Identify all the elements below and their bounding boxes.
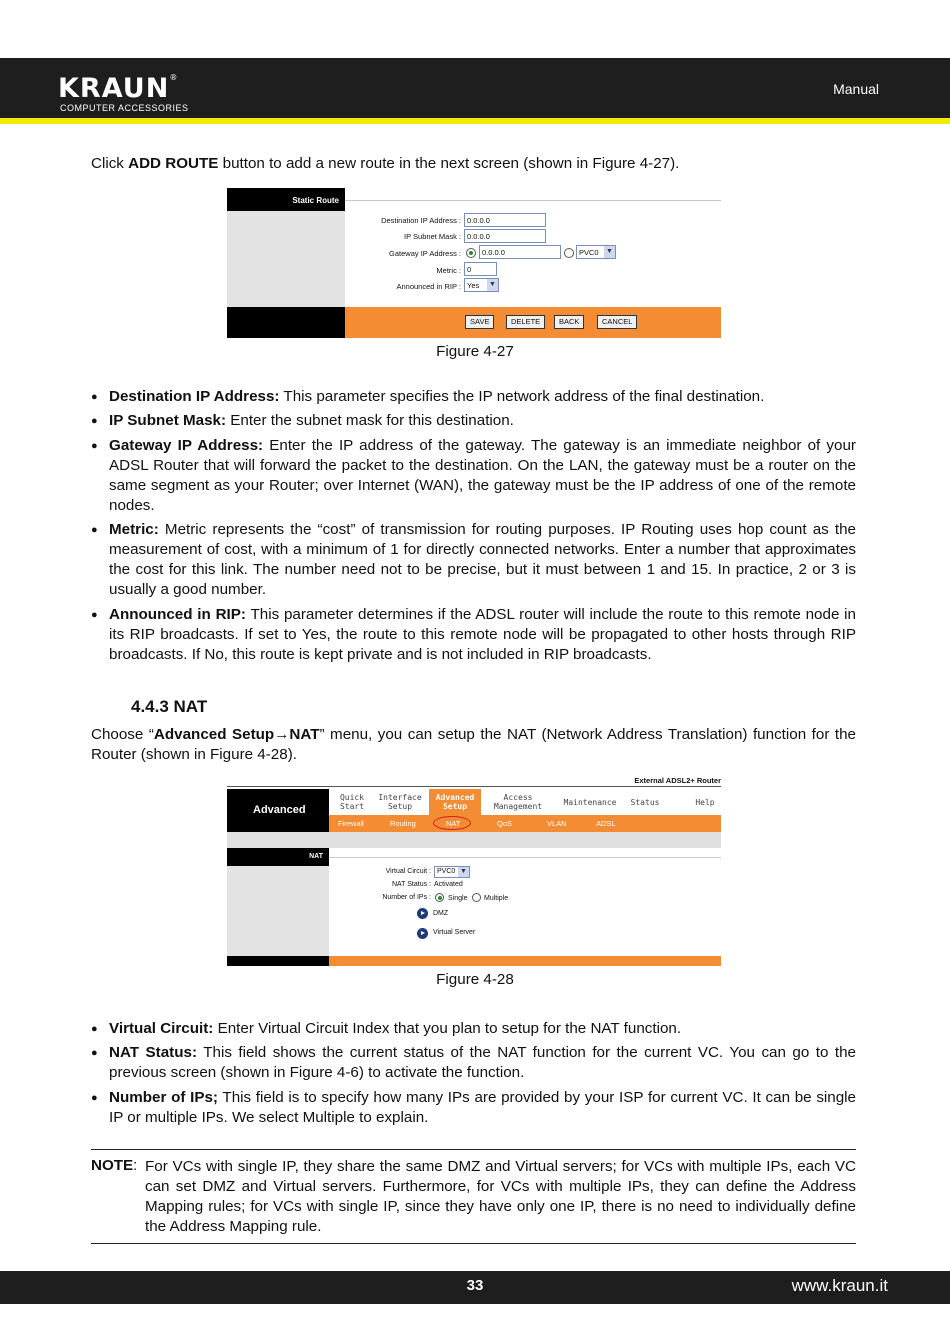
nat-header: NAT	[227, 848, 329, 866]
header-manual-label: Manual	[833, 81, 879, 97]
metric-input[interactable]: 0	[464, 262, 497, 276]
intro-paragraph: Click ADD ROUTE button to add a new route in the next screen (shown in Figure 4-27).	[91, 155, 680, 172]
left-footer	[227, 307, 345, 338]
left-footer	[227, 956, 329, 966]
spacer-left	[227, 832, 329, 848]
header-stripe	[0, 118, 950, 124]
subnet-mask-input[interactable]: 0.0.0.0	[464, 229, 546, 243]
figure-4-27	[227, 188, 721, 338]
list-item: ● Destination IP Address: This parameter specifies the IP network address of the final destination.	[91, 387, 856, 407]
left-panel	[227, 866, 329, 956]
note-top-rule	[91, 1149, 856, 1150]
note-colon: :	[133, 1157, 138, 1174]
divider	[227, 786, 721, 787]
router-title: External ADSL2+ Router	[634, 776, 721, 785]
delete-button[interactable]: DELETE	[506, 315, 545, 329]
spacer-bar	[329, 832, 721, 848]
dest-ip-label: Destination IP Address :	[381, 216, 461, 225]
single-ip-radio[interactable]	[435, 893, 444, 902]
page-number: 33	[466, 1277, 484, 1294]
nat-highlight-oval	[433, 816, 471, 830]
metric-label: Metric :	[436, 266, 461, 275]
advanced-label: Advanced	[227, 789, 329, 832]
note-bottom-rule	[91, 1243, 856, 1244]
list-item: ● Announced in RIP: This parameter determines if the ADSL router will include the route to this remote node in its RIP broadcasts. If set to Yes, the route to this remote node will be propagated to other hosts through RIP broadcasts. If No, this route is kept private and is not included in RIP broadcasts.	[91, 605, 856, 665]
subtab-nat[interactable]: NAT	[446, 819, 461, 828]
multiple-ip-radio[interactable]	[472, 893, 481, 902]
list-item: ● Virtual Circuit: Enter Virtual Circuit Index that you plan to setup for the NAT function.	[91, 1019, 856, 1039]
kraun-logo: KRAUN®	[58, 73, 179, 104]
list-item: ● NAT Status: This field shows the current status of the NAT function for the current VC. You can go to the previous screen (shown in Figure 4-6) to activate the function.	[91, 1043, 856, 1083]
tab-help[interactable]: Help	[695, 798, 715, 807]
footer-bar	[329, 956, 721, 966]
num-ips-label: Number of IPs :	[382, 894, 431, 901]
chevron-down-icon: ▼	[604, 246, 615, 258]
single-ip-label: Single	[448, 895, 468, 902]
list-item: ● Metric: Metric represents the “cost” of transmission for routing purposes. IP Routing uses hop count as the measurement of cost, with a minimum of 1 for directly connected networks. Enter a number that approximates the cost for this link. The number need not to be precise, but it must between 1 and 15. In practice, 2 or 3 is usually a good number.	[91, 520, 856, 600]
virtual-server-link[interactable]: Virtual Server	[433, 929, 476, 936]
nat-field-list	[91, 1019, 856, 1132]
section-heading: 4.4.3 NAT	[131, 697, 208, 716]
gateway-ip-radio[interactable]	[466, 248, 476, 258]
dmz-link[interactable]: DMZ	[433, 910, 449, 917]
footer-url[interactable]: www.kraun.it	[791, 1276, 888, 1295]
list-item: ● IP Subnet Mask: Enter the subnet mask for this destination.	[91, 411, 856, 431]
figure-4-28-caption: Figure 4-28	[436, 971, 514, 988]
gateway-pvc-radio[interactable]	[564, 248, 574, 258]
nat-intro-paragraph: Choose “Advanced Setup→NAT” menu, you can setup the NAT (Network Address Translation) function for the Router (shown in Figure 4-28).	[91, 726, 856, 763]
divider	[345, 200, 721, 201]
gateway-ip-input[interactable]: 0.0.0.0	[479, 245, 561, 259]
divider	[329, 857, 721, 858]
virtual-circuit-select[interactable]: PVC0 ▼	[434, 866, 470, 878]
tab-quick-start[interactable]: Quick Start	[339, 793, 365, 811]
subtab-adsl[interactable]: ADSL	[596, 819, 616, 828]
rip-label: Announced in RIP :	[396, 282, 461, 291]
list-item: ● Gateway IP Address: Enter the IP address of the gateway. The gateway is an immediate neighbor of your ADSL Router that will forward the packet to the destination. On the LAN, the gateway must be a router on the same segment as your Router; over Internet (WAN), the gateway must be the IP address of one of the remote nodes.	[91, 436, 856, 516]
dest-ip-input[interactable]: 0.0.0.0	[464, 213, 546, 227]
note-text: For VCs with single IP, they share the same DMZ and Virtual servers; for VCs with multiple IPs, each VC can set DMZ and Virtual servers. Furthermore, for VCs with multiple IPs, they can define the Address Mapping rules; for VCs with single IP, since they have only one IP, there is no need to individually define the Address Mapping rule.	[145, 1158, 856, 1235]
multiple-ip-label: Multiple	[484, 895, 509, 902]
subtab-qos[interactable]: QoS	[497, 819, 513, 828]
submenu-bar	[329, 815, 721, 832]
tab-maintenance[interactable]: Maintenance	[563, 798, 617, 807]
logo-subtitle: COMPUTER ACCESSORIES	[60, 103, 189, 113]
left-panel	[227, 211, 345, 307]
gateway-pvc-select[interactable]: PVC0 ▼	[576, 245, 616, 259]
chevron-down-icon: ▼	[458, 867, 469, 877]
subtab-routing[interactable]: Routing	[390, 819, 416, 828]
route-field-list	[91, 387, 856, 669]
arrow-right-icon[interactable]	[417, 928, 428, 939]
note-label: NOTE	[91, 1157, 134, 1174]
arrow-right-icon[interactable]	[417, 908, 428, 919]
figure-4-28	[227, 773, 721, 966]
gateway-ip-label: Gateway IP Address :	[389, 249, 461, 258]
subtab-vlan[interactable]: VLAN	[547, 819, 567, 828]
tab-advanced-setup[interactable]: Advanced Setup	[429, 789, 481, 815]
nat-status-label: NAT Status :	[391, 881, 431, 888]
tab-access-management[interactable]: Access Management	[493, 793, 543, 811]
virtual-circuit-label: Virtual Circuit :	[385, 868, 431, 875]
subnet-mask-label: IP Subnet Mask :	[404, 232, 461, 241]
save-button[interactable]: SAVE	[465, 315, 494, 329]
back-button[interactable]: BACK	[554, 315, 584, 329]
subtab-firewall[interactable]: Firewall	[338, 819, 364, 828]
cancel-button[interactable]: CANCEL	[597, 315, 637, 329]
tab-status[interactable]: Status	[630, 798, 660, 807]
chevron-down-icon: ▼	[487, 279, 498, 291]
figure-4-27-caption: Figure 4-27	[436, 343, 514, 360]
static-route-header: Static Route	[227, 188, 345, 211]
list-item: ● Number of IPs; This field is to specify how many IPs are provided by your ISP for current VC. It can be single IP or multiple IPs. We select Multiple to explain.	[91, 1088, 856, 1128]
rip-select[interactable]: Yes ▼	[464, 278, 499, 292]
tab-interface-setup[interactable]: Interface Setup	[378, 793, 422, 811]
nat-status-value: Activated	[434, 881, 463, 888]
